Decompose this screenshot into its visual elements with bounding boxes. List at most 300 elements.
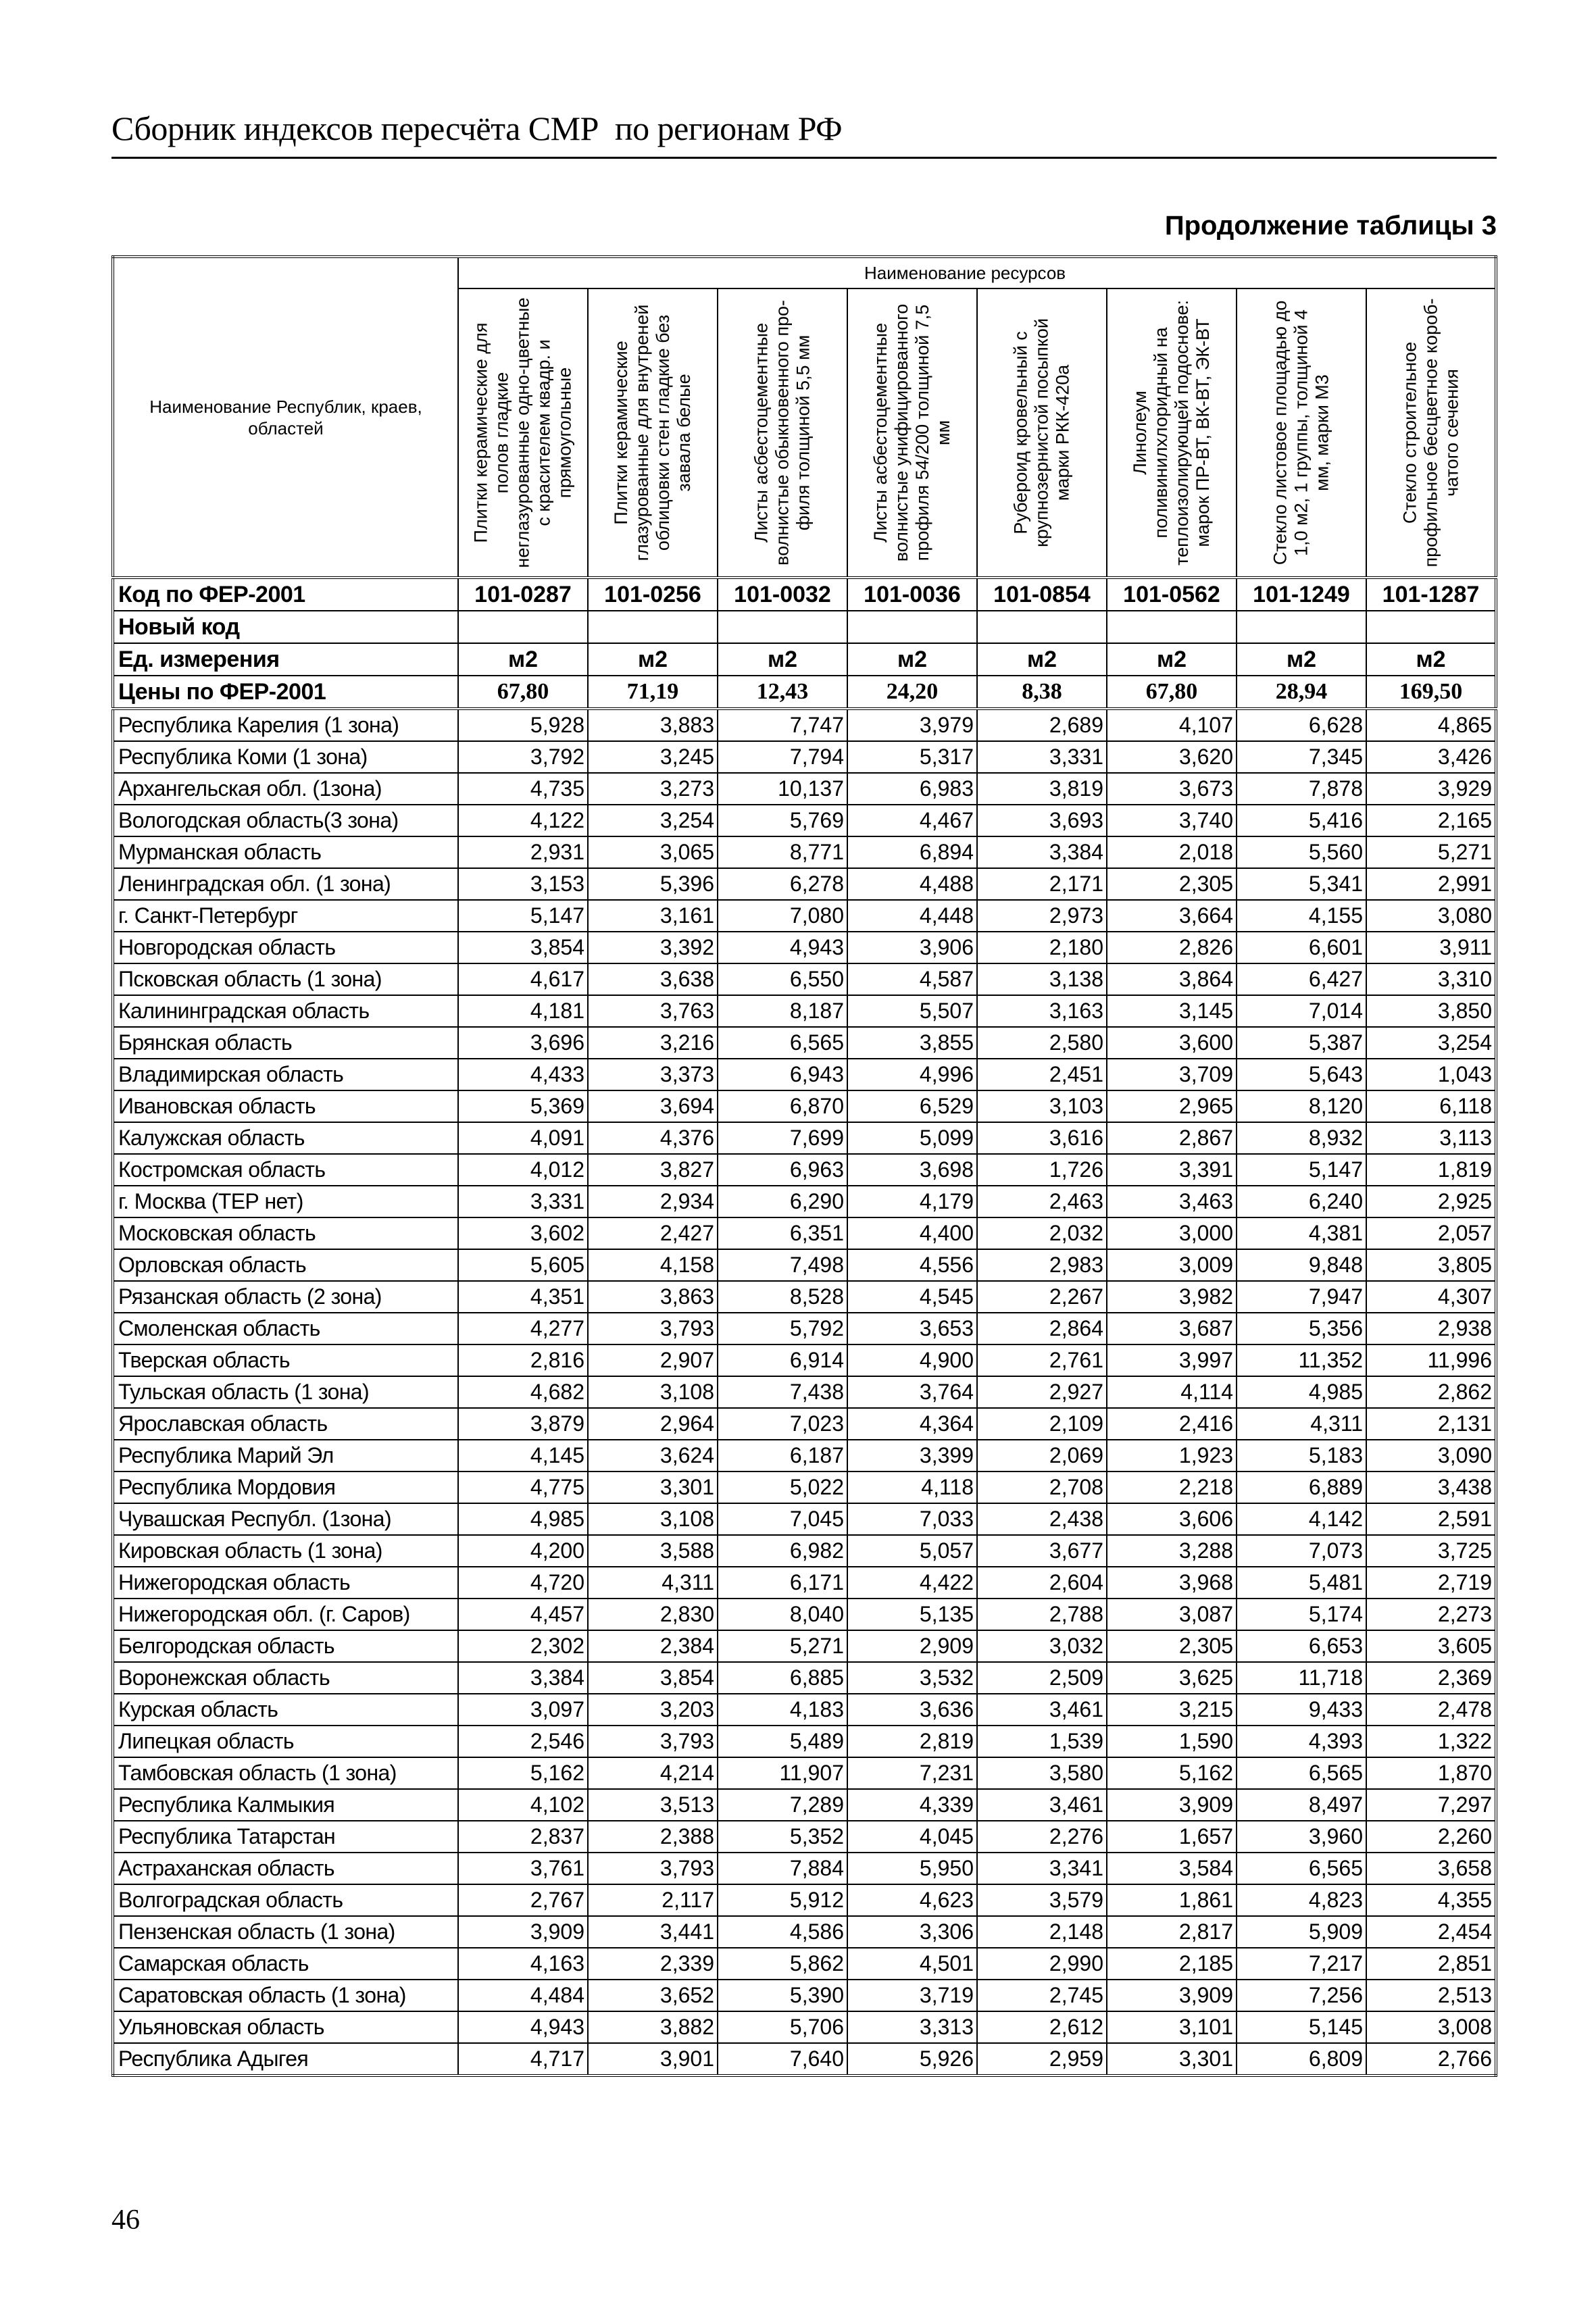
index-value-cell: 2,591 [1366,1503,1496,1535]
region-name-cell: Брянская область [113,1027,458,1059]
index-value-cell: 3,673 [1107,773,1237,805]
index-value-cell: 4,012 [458,1154,588,1186]
index-value-cell: 2,991 [1366,868,1496,900]
index-value-cell: 5,769 [718,805,847,836]
index-value-cell: 5,369 [458,1090,588,1122]
fer-code-row-label: Код по ФЕР-2001 [113,578,458,611]
table-row [113,1186,1496,1217]
unit-row-cell: м2 [847,643,977,676]
index-value-cell: 2,580 [977,1027,1107,1059]
index-value-cell: 3,461 [977,1694,1107,1726]
table-row [113,1440,1496,1472]
index-value-cell: 2,180 [977,932,1107,963]
index-value-cell: 3,855 [847,1027,977,1059]
index-value-cell: 5,271 [718,1630,847,1662]
index-value-cell: 4,183 [718,1694,847,1726]
region-name-cell: Московская область [113,1217,458,1249]
index-value-cell: 4,311 [1237,1408,1366,1440]
index-value-cell: 2,339 [588,1948,718,1980]
index-value-cell: 11,996 [1366,1344,1496,1376]
index-value-cell: 3,982 [1107,1281,1237,1313]
table-row [113,1948,1496,1980]
index-value-cell: 6,171 [718,1567,847,1599]
index-value-cell: 5,489 [718,1726,847,1757]
index-value-cell: 2,148 [977,1916,1107,1948]
table-row [113,1249,1496,1281]
index-value-cell: 3,909 [1107,1980,1237,2011]
table-row [113,1662,1496,1694]
index-value-cell: 3,740 [1107,805,1237,836]
index-value-cell: 3,384 [977,836,1107,868]
index-value-cell: 4,488 [847,868,977,900]
index-value-cell: 3,579 [977,1884,1107,1916]
index-value-cell: 2,276 [977,1821,1107,1853]
index-value-cell: 3,008 [1366,2011,1496,2043]
index-value-cell: 3,090 [1366,1440,1496,1472]
index-value-cell: 6,427 [1237,963,1366,995]
region-name-cell: Ивановская область [113,1090,458,1122]
index-value-cell: 5,317 [847,741,977,773]
region-name-cell: Республика Адыгея [113,2043,458,2076]
index-value-cell: 3,911 [1366,932,1496,963]
new-code-row-cell [458,611,588,643]
index-value-cell: 3,000 [1107,1217,1237,1249]
table-row [113,1980,1496,2011]
index-value-cell: 3,696 [458,1027,588,1059]
index-value-cell: 6,278 [718,868,847,900]
table-row [113,932,1496,963]
index-value-cell: 3,827 [588,1154,718,1186]
unit-row-cell: м2 [458,643,588,676]
index-value-cell: 5,099 [847,1122,977,1154]
index-value-cell: 7,297 [1366,1789,1496,1821]
index-value-cell: 3,306 [847,1916,977,1948]
table-row [113,741,1496,773]
index-value-cell: 4,556 [847,1249,977,1281]
index-value-cell: 2,938 [1366,1313,1496,1344]
index-value-cell: 3,163 [977,995,1107,1027]
fer-price-row [113,676,1496,709]
index-value-cell: 3,273 [588,773,718,805]
index-value-cell: 2,131 [1366,1408,1496,1440]
index-value-cell: 9,433 [1237,1694,1366,1726]
index-value-cell: 4,107 [1107,709,1237,741]
index-value-cell: 5,057 [847,1535,977,1567]
resource-column-header [1107,288,1237,578]
table-row [113,1059,1496,1090]
index-value-cell: 8,528 [718,1281,847,1313]
new-code-row-cell [588,611,718,643]
index-value-cell: 2,965 [1107,1090,1237,1122]
index-value-cell: 2,909 [847,1630,977,1662]
index-value-cell: 2,990 [977,1948,1107,1980]
index-value-cell: 3,606 [1107,1503,1237,1535]
index-value-cell: 5,862 [718,1948,847,1980]
region-name-cell: Нижегородская обл. (г. Саров) [113,1599,458,1630]
index-value-cell: 4,311 [588,1567,718,1599]
index-value-cell: 4,181 [458,995,588,1027]
index-value-cell: 2,761 [977,1344,1107,1376]
index-value-cell: 6,885 [718,1662,847,1694]
resource-column-header [1366,288,1496,578]
index-value-cell: 2,305 [1107,1630,1237,1662]
index-value-cell: 3,909 [458,1916,588,1948]
index-value-cell: 2,478 [1366,1694,1496,1726]
index-value-cell: 3,288 [1107,1535,1237,1567]
index-value-cell: 3,373 [588,1059,718,1090]
index-value-cell: 2,927 [977,1376,1107,1408]
table-row [113,836,1496,868]
index-value-cell: 3,605 [1366,1630,1496,1662]
region-name-cell: Новгородская область [113,932,458,963]
fer-code-row-cell: 101-1287 [1366,578,1496,611]
index-value-cell: 7,289 [718,1789,847,1821]
region-name-cell: Тверская область [113,1344,458,1376]
index-value-cell: 3,254 [588,805,718,836]
table-row [113,963,1496,995]
index-value-cell: 3,313 [847,2011,977,2043]
index-value-cell: 6,565 [1237,1757,1366,1789]
table-row [113,1789,1496,1821]
index-value-cell: 3,588 [588,1535,718,1567]
index-value-cell: 4,617 [458,963,588,995]
table-row [113,1884,1496,1916]
index-value-cell: 4,545 [847,1281,977,1313]
index-value-cell: 6,943 [718,1059,847,1090]
new-code-row-cell [847,611,977,643]
new-code-row-cell [718,611,847,643]
index-value-cell: 3,532 [847,1662,977,1694]
index-value-cell: 2,830 [588,1599,718,1630]
region-name-cell: Пензенская область (1 зона) [113,1916,458,1948]
resource-column-header [588,288,718,578]
table-row [113,773,1496,805]
fer-price-row-cell: 67,80 [458,676,588,709]
fer-code-row-cell: 101-1249 [1237,578,1366,611]
index-value-cell: 2,867 [1107,1122,1237,1154]
table-row [113,1376,1496,1408]
index-value-cell: 10,137 [718,773,847,805]
index-value-cell: 4,142 [1237,1503,1366,1535]
index-value-cell: 6,565 [1237,1853,1366,1884]
table-row [113,1154,1496,1186]
fer-price-row-cell: 28,94 [1237,676,1366,709]
index-value-cell: 2,454 [1366,1916,1496,1948]
index-value-cell: 1,819 [1366,1154,1496,1186]
index-value-cell: 3,399 [847,1440,977,1472]
index-value-cell: 6,809 [1237,2043,1366,2076]
unit-row-cell: м2 [1237,643,1366,676]
resource-column-header [458,288,588,578]
index-value-cell: 7,878 [1237,773,1366,805]
index-value-cell: 2,604 [977,1567,1107,1599]
index-value-cell: 2,983 [977,1249,1107,1281]
resource-column-header [977,288,1107,578]
region-name-cell: Ульяновская область [113,2011,458,2043]
index-value-cell: 4,307 [1366,1281,1496,1313]
index-value-cell: 3,850 [1366,995,1496,1027]
region-name-cell: Владимирская область [113,1059,458,1090]
index-value-cell: 2,057 [1366,1217,1496,1249]
index-value-cell: 5,926 [847,2043,977,2076]
index-value-cell: 5,792 [718,1313,847,1344]
index-value-cell: 3,658 [1366,1853,1496,1884]
fer-price-row-cell: 8,38 [977,676,1107,709]
index-value-cell: 3,584 [1107,1853,1237,1884]
resource-column-title: Плитки керамические для полов гладкие неглазурованные одно-цветные с красителем квадр. и прямоугольные [470,297,575,568]
index-value-cell: 6,118 [1366,1090,1496,1122]
index-value-cell: 7,699 [718,1122,847,1154]
index-value-cell: 7,023 [718,1408,847,1440]
table-row [113,1757,1496,1789]
index-value-cell: 2,826 [1107,932,1237,963]
resource-column-header [1237,288,1366,578]
index-value-cell: 2,117 [588,1884,718,1916]
index-value-cell: 1,870 [1366,1757,1496,1789]
resource-column-title: Плитки керамические глазурованные для внутреней облицовки стен гладкие без завала белые [611,304,694,561]
index-value-cell: 4,735 [458,773,588,805]
index-value-cell: 3,245 [588,741,718,773]
index-value-cell: 3,108 [588,1376,718,1408]
index-value-cell: 4,355 [1366,1884,1496,1916]
index-value-cell: 3,761 [458,1853,588,1884]
fer-price-row-label: Цены по ФЕР-2001 [113,676,458,709]
index-value-cell: 11,907 [718,1757,847,1789]
index-value-cell: 3,032 [977,1630,1107,1662]
table-row [113,2011,1496,2043]
fer-price-row-cell: 169,50 [1366,676,1496,709]
index-value-cell: 7,794 [718,741,847,773]
index-value-cell: 3,616 [977,1122,1107,1154]
index-value-cell: 8,187 [718,995,847,1027]
index-value-cell: 5,147 [1237,1154,1366,1186]
index-value-cell: 3,793 [588,1313,718,1344]
index-value-cell: 5,643 [1237,1059,1366,1090]
region-name-cell: г. Санкт-Петербург [113,900,458,932]
region-name-cell: Калининградская область [113,995,458,1027]
index-value-cell: 7,073 [1237,1535,1366,1567]
index-value-cell: 3,097 [458,1694,588,1726]
index-value-cell: 2,689 [977,709,1107,741]
index-value-cell: 5,022 [718,1472,847,1503]
index-value-cell: 4,155 [1237,900,1366,932]
index-value-cell: 4,114 [1107,1376,1237,1408]
region-name-cell: Рязанская область (2 зона) [113,1281,458,1313]
index-value-cell: 3,441 [588,1916,718,1948]
region-name-cell: Курская область [113,1694,458,1726]
region-name-cell: Чувашская Республ. (1зона) [113,1503,458,1535]
region-name-cell: Псковская область (1 зона) [113,963,458,995]
index-value-cell: 3,997 [1107,1344,1237,1376]
index-value-cell: 5,605 [458,1249,588,1281]
index-value-cell: 5,396 [588,868,718,900]
index-value-cell: 3,929 [1366,773,1496,805]
index-value-cell: 5,387 [1237,1027,1366,1059]
index-value-cell: 4,985 [458,1503,588,1535]
region-name-cell: Вологодская область(3 зона) [113,805,458,836]
index-value-cell: 4,996 [847,1059,977,1090]
index-value-cell: 7,045 [718,1503,847,1535]
index-value-cell: 3,719 [847,1980,977,2011]
index-value-cell: 3,101 [1107,2011,1237,2043]
table-row [113,868,1496,900]
fer-price-row-cell: 24,20 [847,676,977,709]
index-value-cell: 2,463 [977,1186,1107,1217]
index-value-cell: 3,854 [458,932,588,963]
index-value-cell: 3,693 [977,805,1107,836]
index-value-cell: 3,161 [588,900,718,932]
index-value-cell: 2,427 [588,1217,718,1249]
resources-group-header: Наименование ресурсов [458,257,1496,288]
resource-column-title: Рубероид кровельный с крупнозернистой посыпкой марки РКК-420а [1010,318,1073,547]
index-value-cell: 3,391 [1107,1154,1237,1186]
region-name-cell: Мурманская область [113,836,458,868]
index-value-cell: 4,433 [458,1059,588,1090]
index-value-cell: 2,816 [458,1344,588,1376]
index-value-cell: 5,162 [458,1757,588,1789]
index-value-cell: 6,983 [847,773,977,805]
index-value-cell: 4,214 [588,1757,718,1789]
index-value-cell: 3,301 [588,1472,718,1503]
index-value-cell: 4,985 [1237,1376,1366,1408]
index-value-cell: 7,947 [1237,1281,1366,1313]
index-value-cell: 7,884 [718,1853,847,1884]
index-value-cell: 4,179 [847,1186,977,1217]
index-value-cell: 8,932 [1237,1122,1366,1154]
index-value-cell: 3,694 [588,1090,718,1122]
index-value-cell: 3,864 [1107,963,1237,995]
region-name-cell: Калужская область [113,1122,458,1154]
index-value-cell: 3,215 [1107,1694,1237,1726]
fer-code-row-cell: 101-0287 [458,578,588,611]
index-value-cell: 6,351 [718,1217,847,1249]
index-value-cell: 3,819 [977,773,1107,805]
new-code-row-cell [1107,611,1237,643]
index-value-cell: 5,416 [1237,805,1366,836]
index-value-cell: 3,960 [1237,1821,1366,1853]
unit-row-cell: м2 [1107,643,1237,676]
unit-row-label: Ед. измерения [113,643,458,676]
new-code-row-cell [1366,611,1496,643]
index-value-cell: 4,339 [847,1789,977,1821]
index-value-cell: 6,565 [718,1027,847,1059]
index-value-cell: 4,351 [458,1281,588,1313]
index-value-cell: 4,163 [458,1948,588,1980]
index-value-cell: 1,657 [1107,1821,1237,1853]
index-value-cell: 3,426 [1366,741,1496,773]
index-value-cell: 2,708 [977,1472,1107,1503]
index-value-cell: 6,889 [1237,1472,1366,1503]
region-name-cell: Ленинградская обл. (1 зона) [113,868,458,900]
unit-row-cell: м2 [718,643,847,676]
region-name-cell: Тамбовская область (1 зона) [113,1757,458,1789]
index-value-cell: 2,851 [1366,1948,1496,1980]
index-value-cell: 3,709 [1107,1059,1237,1090]
region-name-header: Наименование Республик, краев, областей [113,257,458,578]
region-name-cell: г. Москва (ТЕР нет) [113,1186,458,1217]
index-value-cell: 8,771 [718,836,847,868]
resource-column-title: Листы асбестоцементные волнистые обыкновенного про-филя толщиной 5,5 мм [751,300,814,565]
index-value-cell: 3,392 [588,932,718,963]
index-value-cell: 7,080 [718,900,847,932]
index-value-cell: 3,080 [1366,900,1496,932]
index-value-cell: 4,091 [458,1122,588,1154]
index-value-cell: 1,043 [1366,1059,1496,1090]
resource-column-title: Стекло строительное профильное бесцветное короб-чатого сечения [1399,298,1462,568]
index-value-cell: 3,310 [1366,963,1496,995]
index-value-cell: 3,652 [588,1980,718,2011]
index-value-cell: 7,256 [1237,1980,1366,2011]
index-value-cell: 8,120 [1237,1090,1366,1122]
table-row [113,709,1496,741]
index-value-cell: 2,959 [977,2043,1107,2076]
table-row [113,1472,1496,1503]
index-value-cell: 3,792 [458,741,588,773]
index-value-cell: 3,113 [1366,1122,1496,1154]
index-value-cell: 2,546 [458,1726,588,1757]
index-value-cell: 3,677 [977,1535,1107,1567]
index-value-cell: 4,943 [458,2011,588,2043]
index-value-cell: 3,725 [1366,1535,1496,1567]
index-value-cell: 2,931 [458,836,588,868]
index-value-cell: 2,788 [977,1599,1107,1630]
unit-row [113,643,1496,676]
index-value-cell: 3,625 [1107,1662,1237,1694]
index-value-cell: 4,422 [847,1567,977,1599]
region-name-cell: Самарская область [113,1948,458,1980]
index-value-cell: 5,341 [1237,868,1366,900]
index-value-cell: 4,045 [847,1821,977,1853]
index-value-cell: 6,290 [718,1186,847,1217]
index-value-cell: 3,793 [588,1726,718,1757]
index-value-cell: 5,950 [847,1853,977,1884]
table-row [113,1821,1496,1853]
index-value-cell: 3,968 [1107,1567,1237,1599]
index-value-cell: 4,376 [588,1122,718,1154]
table-row [113,1567,1496,1599]
index-value-cell: 2,509 [977,1662,1107,1694]
index-value-cell: 5,560 [1237,836,1366,868]
page-title: Сборник индексов пересчёта СМР по регионам РФ [111,109,843,147]
table-row [113,1281,1496,1313]
index-value-cell: 3,687 [1107,1313,1237,1344]
index-value-cell: 7,033 [847,1503,977,1535]
index-value-cell: 2,069 [977,1440,1107,1472]
index-value-cell: 3,901 [588,2043,718,2076]
index-value-cell: 6,870 [718,1090,847,1122]
new-code-row [113,611,1496,643]
fer-code-row-cell: 101-0256 [588,578,718,611]
index-value-cell: 2,032 [977,1217,1107,1249]
index-value-cell: 6,653 [1237,1630,1366,1662]
index-value-cell: 6,914 [718,1344,847,1376]
index-value-cell: 2,817 [1107,1916,1237,1948]
index-value-cell: 4,158 [588,1249,718,1281]
index-value-cell: 2,388 [588,1821,718,1853]
index-value-cell: 3,854 [588,1662,718,1694]
fer-code-row-cell: 101-0562 [1107,578,1237,611]
index-value-cell: 6,187 [718,1440,847,1472]
index-value-cell: 2,018 [1107,836,1237,868]
region-name-cell: Смоленская область [113,1313,458,1344]
index-value-cell: 1,861 [1107,1884,1237,1916]
region-name-cell: Республика Карелия (1 зона) [113,709,458,741]
index-value-cell: 1,923 [1107,1440,1237,1472]
index-value-cell: 5,147 [458,900,588,932]
index-value-cell: 5,352 [718,1821,847,1853]
index-value-cell: 3,145 [1107,995,1237,1027]
fer-price-row-cell: 71,19 [588,676,718,709]
